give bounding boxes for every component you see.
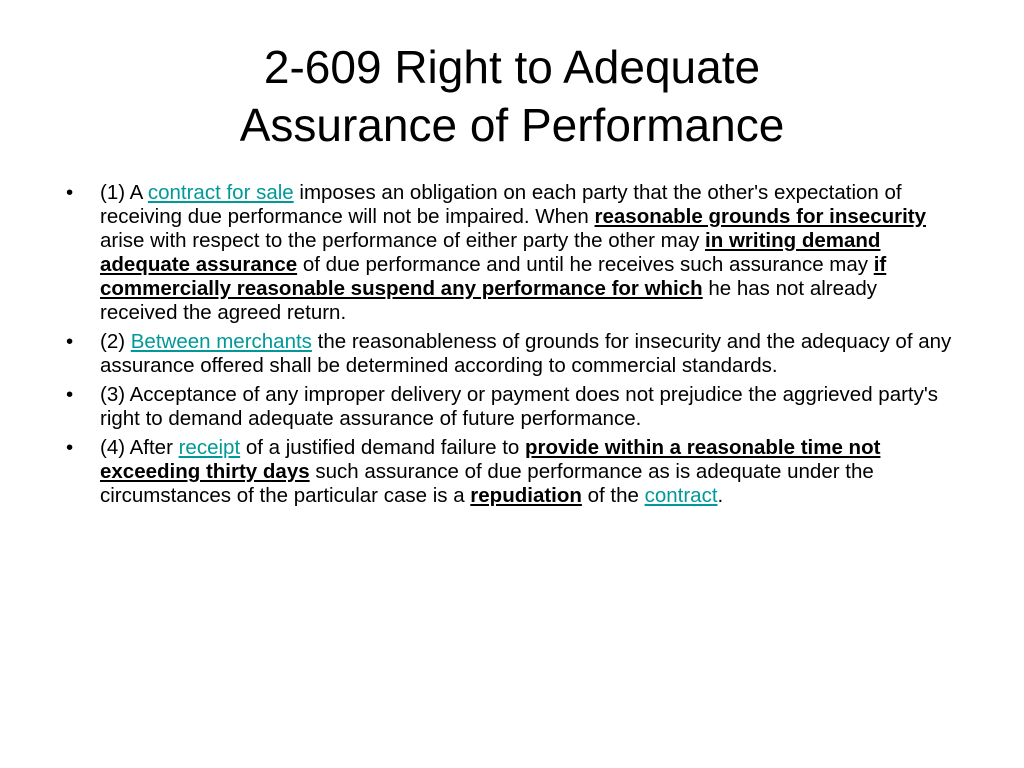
bullet-item-4 bbox=[66, 436, 956, 508]
link-receipt[interactable]: receipt bbox=[178, 436, 241, 459]
bullet-1-text: of due performance and until he receives such assurance may bbox=[297, 253, 874, 276]
bullet-2-text: the reasonableness of grounds for insecurity and the adequacy of any assurance offered shall be determined according to commercial standards. bbox=[100, 330, 952, 377]
bullet-1-text: (1) A bbox=[100, 181, 148, 204]
bullet-4-text: . bbox=[717, 484, 724, 507]
slide-title-line-1: 2-609 Right to Adequate bbox=[263, 41, 761, 93]
bullet-1-text: he has not already received the agreed return. bbox=[100, 277, 878, 324]
bullet-4-text: of the bbox=[581, 484, 645, 507]
bullet-list bbox=[66, 181, 956, 513]
bullet-4-text: of a justified demand failure to bbox=[240, 436, 526, 459]
bullet-1-text: imposes an obligation on each party that the other's expectation of receiving due performance will not be impaired. When bbox=[100, 181, 902, 228]
bullet-4-text: (4) After bbox=[100, 436, 179, 459]
bullet-4-text: such assurance of due performance as is adequate under the circumstances of the particular case is a bbox=[100, 460, 874, 507]
bullet-icon: • bbox=[66, 383, 74, 406]
slide-title bbox=[0, 38, 1024, 154]
link-contract-for-sale[interactable]: contract for sale bbox=[147, 181, 294, 204]
emphasis-repudiation: repudiation bbox=[470, 484, 582, 507]
link-contract[interactable]: contract bbox=[644, 484, 718, 507]
bullet-icon: • bbox=[66, 181, 74, 204]
bullet-icon: • bbox=[66, 330, 74, 353]
bullet-1-text: arise with respect to the performance of either party the other may bbox=[100, 229, 706, 252]
emphasis-thirty-days: provide within a reasonable time not exceeding thirty days bbox=[100, 436, 881, 483]
emphasis-reasonable-grounds: reasonable grounds for insecurity bbox=[594, 205, 927, 228]
link-between-merchants[interactable]: Between merchants bbox=[130, 330, 312, 353]
bullet-3-text: (3) Acceptance of any improper delivery or payment does not prejudice the aggrieved party's right to demand adequate assurance of future performance. bbox=[100, 383, 939, 430]
emphasis-demand-assurance: in writing demand adequate assurance bbox=[100, 229, 881, 276]
bullet-icon: • bbox=[66, 436, 74, 459]
bullet-item-3 bbox=[66, 383, 956, 431]
bullet-item-1 bbox=[66, 181, 956, 325]
bullet-item-2 bbox=[66, 330, 956, 378]
slide-title-line-2: Assurance of Performance bbox=[239, 99, 785, 151]
bullet-2-text: (2) bbox=[100, 330, 131, 353]
emphasis-suspend-performance: if commercially reasonable suspend any performance for which bbox=[100, 253, 887, 300]
